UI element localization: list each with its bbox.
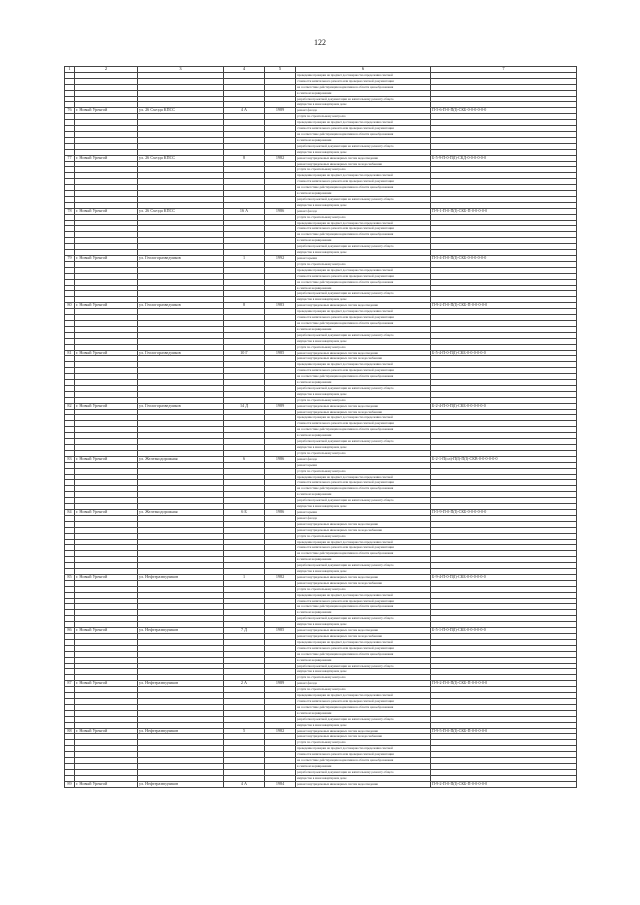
entry-street: ул. Нефтеразведчиков xyxy=(138,628,224,634)
work-cell: ремонт фасада xyxy=(296,456,431,462)
entry-street: ул. 26 Съезда КПСС xyxy=(138,155,224,161)
entry-building: 5 xyxy=(224,728,265,734)
entry-number: 89 xyxy=(65,781,75,787)
entry-code: Б-5-9-П-0-П(I)-СКД-0-0-0-0-0-0 xyxy=(431,155,577,161)
work-cell: ремонт внутридомовых инженерных систем холодоснабжения xyxy=(296,580,431,586)
work-cell: стоимости капитального ремонта или проверки сметной документации xyxy=(296,752,431,758)
work-cell: в сметном нормировании xyxy=(296,380,431,386)
entry-street: ул. Железнодорожная xyxy=(138,456,224,462)
entry-city: г. Новый Уренгой xyxy=(75,509,138,515)
entry-building: 10 Г xyxy=(224,350,265,356)
entry-code: Б-5-1-П-0-П(I)-СКБ-0-0-0-0-0-0 xyxy=(431,628,577,634)
work-cell: стоимости капитального ремонта или проверки сметной документации xyxy=(296,368,431,374)
entry-year: 1986 xyxy=(265,456,296,462)
entry-year: 1982 xyxy=(265,574,296,580)
work-cell: ремонт внутридомовых инженерных систем холодоснабжения xyxy=(296,527,431,533)
work-cell: в сметном нормировании xyxy=(296,191,431,197)
work-cell: ремонт внутридомовых инженерных систем водоотведения xyxy=(296,628,431,634)
entry-year: 1989 xyxy=(265,108,296,114)
work-cell: проведение проверки на предмет достоверности определения сметной xyxy=(296,362,431,368)
entry-year: 1992 xyxy=(265,256,296,262)
entry-building: 6 Б xyxy=(224,509,265,515)
entry-year: 1983 xyxy=(265,303,296,309)
work-cell: проведение проверки на предмет достоверности определения сметной xyxy=(296,639,431,645)
work-cell: услуги по строительному контролю xyxy=(296,167,431,173)
entry-street: ул. Геологоразведчиков xyxy=(138,256,224,262)
entry-year: 1989 xyxy=(265,403,296,409)
work-cell: имущества в многоквартирном доме xyxy=(296,391,431,397)
entry-city: г. Новый Уренгой xyxy=(75,456,138,462)
entry-building: 7 Д xyxy=(224,628,265,634)
entry-number: 78 xyxy=(65,208,75,214)
work-cell: проведение проверки на предмет достоверности определения сметной xyxy=(296,267,431,273)
work-cell: разработка проектной документации на капитальному ремонту общего xyxy=(296,385,431,391)
entry-code: П-9-2-П-0-П(I)-СКБ-П-0-0-0-0-0 xyxy=(431,781,577,787)
entry-number: 82 xyxy=(65,403,75,409)
entry-city: г. Новый Уренгой xyxy=(75,256,138,262)
work-cell: ремонт внутридомовых инженерных систем водоотведения xyxy=(296,303,431,309)
work-cell: разработка проектной документации на капитальному ремонту общего xyxy=(296,244,431,250)
entry-code: П-9-2-П-0-П(I)-СКБ-П-0-0-0-0-0 xyxy=(431,681,577,687)
entry-city: г. Новый Уренгой xyxy=(75,781,138,787)
work-cell: на соответствие действующим нормативам в области ценообразования xyxy=(296,486,431,492)
work-cell: имущества в многоквартирном доме xyxy=(296,250,431,256)
work-cell: услуги по строительному контролю xyxy=(296,261,431,267)
entry-code: П-9-5-П-0-П(I)-СКБ-П-0-0-0-0-0 xyxy=(431,728,577,734)
entry-city: г. Новый Уренгой xyxy=(75,350,138,356)
work-cell: в сметном нормировании xyxy=(296,710,431,716)
entry-city: г. Новый Уренгой xyxy=(75,681,138,687)
entry-code: Б-5-4-П-0-П(I)-СКБ-0-0-0-0-0-0 xyxy=(431,350,577,356)
entry-street: ул. Геологоразведчиков xyxy=(138,303,224,309)
entry-street: ул. 26 Съезда КПСС xyxy=(138,208,224,214)
header-cell: 3 xyxy=(138,67,224,73)
work-cell: ремонт крыши xyxy=(296,509,431,515)
entry-city: г. Новый Уренгой xyxy=(75,108,138,114)
work-cell: услуги по строительному контролю xyxy=(296,397,431,403)
entry-street: ул. Железнодорожная xyxy=(138,509,224,515)
work-cell: ремонт внутридомовых инженерных систем водоотведения xyxy=(296,403,431,409)
entry-year: 1985 xyxy=(265,628,296,634)
work-cell: в сметном нормировании xyxy=(296,763,431,769)
work-cell: стоимости капитального ремонта или проверки сметной документации xyxy=(296,480,431,486)
work-cell: имущества в многоквартирном доме xyxy=(296,149,431,155)
work-cell: услуги по строительному контролю xyxy=(296,214,431,220)
work-cell: проведение проверки на предмет достоверности определения сметной xyxy=(296,539,431,545)
work-cell: в сметном нормировании xyxy=(296,90,431,96)
entry-city: г. Новый Уренгой xyxy=(75,303,138,309)
work-cell: на соответствие действующим нормативам в области ценообразования xyxy=(296,374,431,380)
entry-number: 84 xyxy=(65,509,75,515)
work-cell: имущества в многоквартирном доме xyxy=(296,669,431,675)
work-cell: на соответствие действующим нормативам в области ценообразования xyxy=(296,131,431,137)
work-cell: разработка проектной документации на капитальному ремонту общего xyxy=(296,563,431,569)
work-cell: в сметном нормировании xyxy=(296,285,431,291)
work-cell: стоимости капитального ремонта или проверки сметной документации xyxy=(296,126,431,132)
header-cell: 6 xyxy=(296,67,431,73)
work-cell: разработка проектной документации на капитальному ремонту общего xyxy=(296,663,431,669)
work-cell: проведение проверки на предмет достоверности определения сметной xyxy=(296,72,431,78)
work-cell: услуги по строительному контролю xyxy=(296,114,431,120)
entry-building: 1 xyxy=(224,256,265,262)
work-cell: ремонт фасада xyxy=(296,515,431,521)
capital-repair-table xyxy=(64,66,577,788)
entry-code: П-5-9-П-0-П(I)-СКБ-0-0-0-0-0-0 xyxy=(431,509,577,515)
work-cell: в сметном нормировании xyxy=(296,557,431,563)
work-cell: стоимости капитального ремонта или проверки сметной документации xyxy=(296,315,431,321)
work-cell: разработка проектной документации на капитальному ремонту общего xyxy=(296,616,431,622)
entry-code: П-9-2-П-0-П(I)-СКБ-П-0-0-0-0-0 xyxy=(431,303,577,309)
entry-building: 16 А xyxy=(224,208,265,214)
entry-building: 14 Д xyxy=(224,403,265,409)
work-cell: имущества в многоквартирном доме xyxy=(296,297,431,303)
entry-building: 8 xyxy=(224,303,265,309)
header-cell: 2 xyxy=(75,67,138,73)
work-cell: имущества в многоквартирном доме xyxy=(296,202,431,208)
entry-city: г. Новый Уренгой xyxy=(75,155,138,161)
header-cell: 1 xyxy=(65,67,75,73)
header-cell: 7 xyxy=(431,67,577,73)
work-cell: в сметном нормировании xyxy=(296,610,431,616)
work-cell: в сметном нормировании xyxy=(296,238,431,244)
entry-building: 2 А xyxy=(224,681,265,687)
work-cell: ремонт внутридомовых инженерных систем водоотведения xyxy=(296,728,431,734)
work-cell: услуги по строительному контролю xyxy=(296,740,431,746)
entry-number: 77 xyxy=(65,155,75,161)
entry-code: Б-2-1-П(ол)-П(I)-П(I)-СКВ-0-0-0-0-0-0 xyxy=(431,456,577,462)
work-cell: разработка проектной документации на капитальному ремонту общего xyxy=(296,498,431,504)
work-cell: проведение проверки на предмет достоверности определения сметной xyxy=(296,120,431,126)
work-cell: на соответствие действующим нормативам в области ценообразования xyxy=(296,758,431,764)
entry-city: г. Новый Уренгой xyxy=(75,403,138,409)
work-cell: проведение проверки на предмет достоверности определения сметной xyxy=(296,746,431,752)
entry-building: 8 xyxy=(224,155,265,161)
work-cell: разработка проектной документации на капитальному ремонту общего xyxy=(296,332,431,338)
entry-street: ул. Нефтеразведчиков xyxy=(138,574,224,580)
work-cell: в сметном нормировании xyxy=(296,433,431,439)
work-cell: услуги по строительному контролю xyxy=(296,450,431,456)
work-cell: ремонт внутридомовых инженерных систем холодоснабжения xyxy=(296,734,431,740)
entry-street: ул. 26 Съезда КПСС xyxy=(138,108,224,114)
entry-number: 79 xyxy=(65,256,75,262)
entry-number: 87 xyxy=(65,681,75,687)
work-cell: разработка проектной документации на капитальному ремонту общего xyxy=(296,291,431,297)
work-cell: ремонт крыши xyxy=(296,462,431,468)
work-cell: разработка проектной документации на капитальному ремонту общего xyxy=(296,439,431,445)
entry-city: г. Новый Уренгой xyxy=(75,728,138,734)
work-cell: в сметном нормировании xyxy=(296,657,431,663)
work-cell: имущества в многоквартирном доме xyxy=(296,504,431,510)
work-cell: на соответствие действующим нормативам в области ценообразования xyxy=(296,320,431,326)
entry-building: 6 xyxy=(224,456,265,462)
work-cell: услуги по строительному контролю xyxy=(296,468,431,474)
work-cell: стоимости капитального ремонта или проверки сметной документации xyxy=(296,598,431,604)
work-cell: ремонт внутридомовых инженерных систем водоотведения xyxy=(296,781,431,787)
work-cell: стоимости капитального ремонта или проверки сметной документации xyxy=(296,698,431,704)
work-cell: проведение проверки на предмет достоверности определения сметной xyxy=(296,474,431,480)
header-cell: 4 xyxy=(224,67,265,73)
entry-building: 4 А xyxy=(224,108,265,114)
entry-year: 1982 xyxy=(265,155,296,161)
entry-street: ул. Геологоразведчиков xyxy=(138,403,224,409)
work-cell: разработка проектной документации на капитальному ремонту общего xyxy=(296,143,431,149)
work-cell: ремонт внутридомовых инженерных систем водоотведения xyxy=(296,521,431,527)
work-cell: разработка проектной документации на капитальному ремонту общего xyxy=(296,716,431,722)
entry-code: П-5-6-П-0-П(I)-СКБ-0-0-0-0-0-0 xyxy=(431,108,577,114)
entry-city: г. Новый Уренгой xyxy=(75,628,138,634)
entry-street: ул. Геологоразведчиков xyxy=(138,350,224,356)
work-cell: ремонт фасада xyxy=(296,208,431,214)
entry-year: 1989 xyxy=(265,681,296,687)
entry-year: 1986 xyxy=(265,509,296,515)
work-cell: стоимости капитального ремонта или проверки сметной документации xyxy=(296,78,431,84)
entry-number: 83 xyxy=(65,456,75,462)
work-cell: имущества в многоквартирном доме xyxy=(296,722,431,728)
entry-year: 1985 xyxy=(265,350,296,356)
work-cell: стоимости капитального ремонта или проверки сметной документации xyxy=(296,421,431,427)
entry-number: 81 xyxy=(65,350,75,356)
entry-year: 1986 xyxy=(265,208,296,214)
work-cell: ремонт внутридомовых инженерных систем холодоснабжения xyxy=(296,161,431,167)
work-cell: услуги по строительному контролю xyxy=(296,533,431,539)
work-cell: ремонт фасада xyxy=(296,108,431,114)
work-cell: услуги по строительному контролю xyxy=(296,687,431,693)
entry-number: 88 xyxy=(65,728,75,734)
work-cell: в сметном нормировании xyxy=(296,326,431,332)
entry-street: ул. Нефтеразведчиков xyxy=(138,781,224,787)
entry-building: 1 xyxy=(224,574,265,580)
work-cell: ремонт фасада xyxy=(296,681,431,687)
work-cell: проведение проверки на предмет достоверности определения сметной xyxy=(296,693,431,699)
entry-city: г. Новый Уренгой xyxy=(75,574,138,580)
work-cell: проведение проверки на предмет достоверности определения сметной xyxy=(296,592,431,598)
work-cell: имущества в многоквартирном доме xyxy=(296,775,431,781)
work-cell: разработка проектной документации на капитальному ремонту общего xyxy=(296,196,431,202)
entry-number: 85 xyxy=(65,574,75,580)
entry-street: ул. Нефтеразведчиков xyxy=(138,728,224,734)
work-cell: разработка проектной документации на капитальному ремонту общего xyxy=(296,769,431,775)
work-cell: стоимости капитального ремонта или проверки сметной документации xyxy=(296,179,431,185)
entry-code: П-9-1-П-0-П(I)-СКБ-П-0-0-0-0-0 xyxy=(431,208,577,214)
work-cell: на соответствие действующим нормативам в области ценообразования xyxy=(296,551,431,557)
work-cell: ремонт крыши xyxy=(296,256,431,262)
work-cell: проведение проверки на предмет достоверности определения сметной xyxy=(296,309,431,315)
entry-number: 76 xyxy=(65,108,75,114)
entry-code: П-5-4-П-0-П(I)-СКБ-0-0-0-0-0-0 xyxy=(431,256,577,262)
work-cell: в сметном нормировании xyxy=(296,137,431,143)
entry-number: 80 xyxy=(65,303,75,309)
work-cell: на соответствие действующим нормативам в области ценообразования xyxy=(296,84,431,90)
entry-building: 4 А xyxy=(224,781,265,787)
work-cell: имущества в многоквартирном доме xyxy=(296,569,431,575)
work-cell: стоимости капитального ремонта или проверки сметной документации xyxy=(296,545,431,551)
header-cell: 5 xyxy=(265,67,296,73)
work-cell: на соответствие действующим нормативам в области ценообразования xyxy=(296,427,431,433)
work-cell: ремонт внутридомовых инженерных систем холодоснабжения xyxy=(296,409,431,415)
work-cell: услуги по строительному контролю xyxy=(296,586,431,592)
work-cell: на соответствие действующим нормативам в области ценообразования xyxy=(296,651,431,657)
work-cell: услуги по строительному контролю xyxy=(296,675,431,681)
work-cell: ремонт внутридомовых инженерных систем холодоснабжения xyxy=(296,356,431,362)
work-cell: на соответствие действующим нормативам в области ценообразования xyxy=(296,279,431,285)
work-cell: на соответствие действующим нормативам в области ценообразования xyxy=(296,185,431,191)
work-cell: стоимости капитального ремонта или проверки сметной документации xyxy=(296,273,431,279)
work-cell: проведение проверки на предмет достоверности определения сметной xyxy=(296,415,431,421)
page-number: 122 xyxy=(314,38,326,47)
work-cell: стоимости капитального ремонта или проверки сметной документации xyxy=(296,226,431,232)
work-cell: в сметном нормировании xyxy=(296,492,431,498)
work-cell: разработка проектной документации на капитальному ремонту общего xyxy=(296,96,431,102)
entry-year: 1982 xyxy=(265,728,296,734)
entry-code: Б-9-4-П-0-П(I)-СКБ-0-0-0-0-0-0 xyxy=(431,574,577,580)
work-cell: проведение проверки на предмет достоверности определения сметной xyxy=(296,220,431,226)
entry-number: 86 xyxy=(65,628,75,634)
work-cell: ремонт внутридомовых инженерных систем водоотведения xyxy=(296,155,431,161)
table-row xyxy=(65,781,577,787)
work-cell: имущества в многоквартирном доме xyxy=(296,622,431,628)
entry-city: г. Новый Уренгой xyxy=(75,208,138,214)
work-cell: стоимости капитального ремонта или проверки сметной документации xyxy=(296,645,431,651)
entry-code: Б-2-4-П-0-П(I)-СКБ-0-0-0-0-0-0 xyxy=(431,403,577,409)
work-cell: на соответствие действующим нормативам в области ценообразования xyxy=(296,604,431,610)
work-cell: проведение проверки на предмет достоверности определения сметной xyxy=(296,173,431,179)
entry-street: ул. Нефтеразведчиков xyxy=(138,681,224,687)
work-cell: ремонт внутридомовых инженерных систем водоотведения xyxy=(296,350,431,356)
work-cell: услуги по строительному контролю xyxy=(296,344,431,350)
work-cell: на соответствие действующим нормативам в области ценообразования xyxy=(296,704,431,710)
work-cell: ремонт внутридомовых инженерных систем водоотведения xyxy=(296,574,431,580)
work-cell: ремонт внутридомовых инженерных систем холодоснабжения xyxy=(296,634,431,640)
work-cell: на соответствие действующим нормативам в области ценообразования xyxy=(296,232,431,238)
work-cell: имущества в многоквартирном доме xyxy=(296,445,431,451)
work-cell: имущества в многоквартирном доме xyxy=(296,338,431,344)
entry-year: 1984 xyxy=(265,781,296,787)
work-cell: имущества в многоквартирном доме xyxy=(296,102,431,108)
